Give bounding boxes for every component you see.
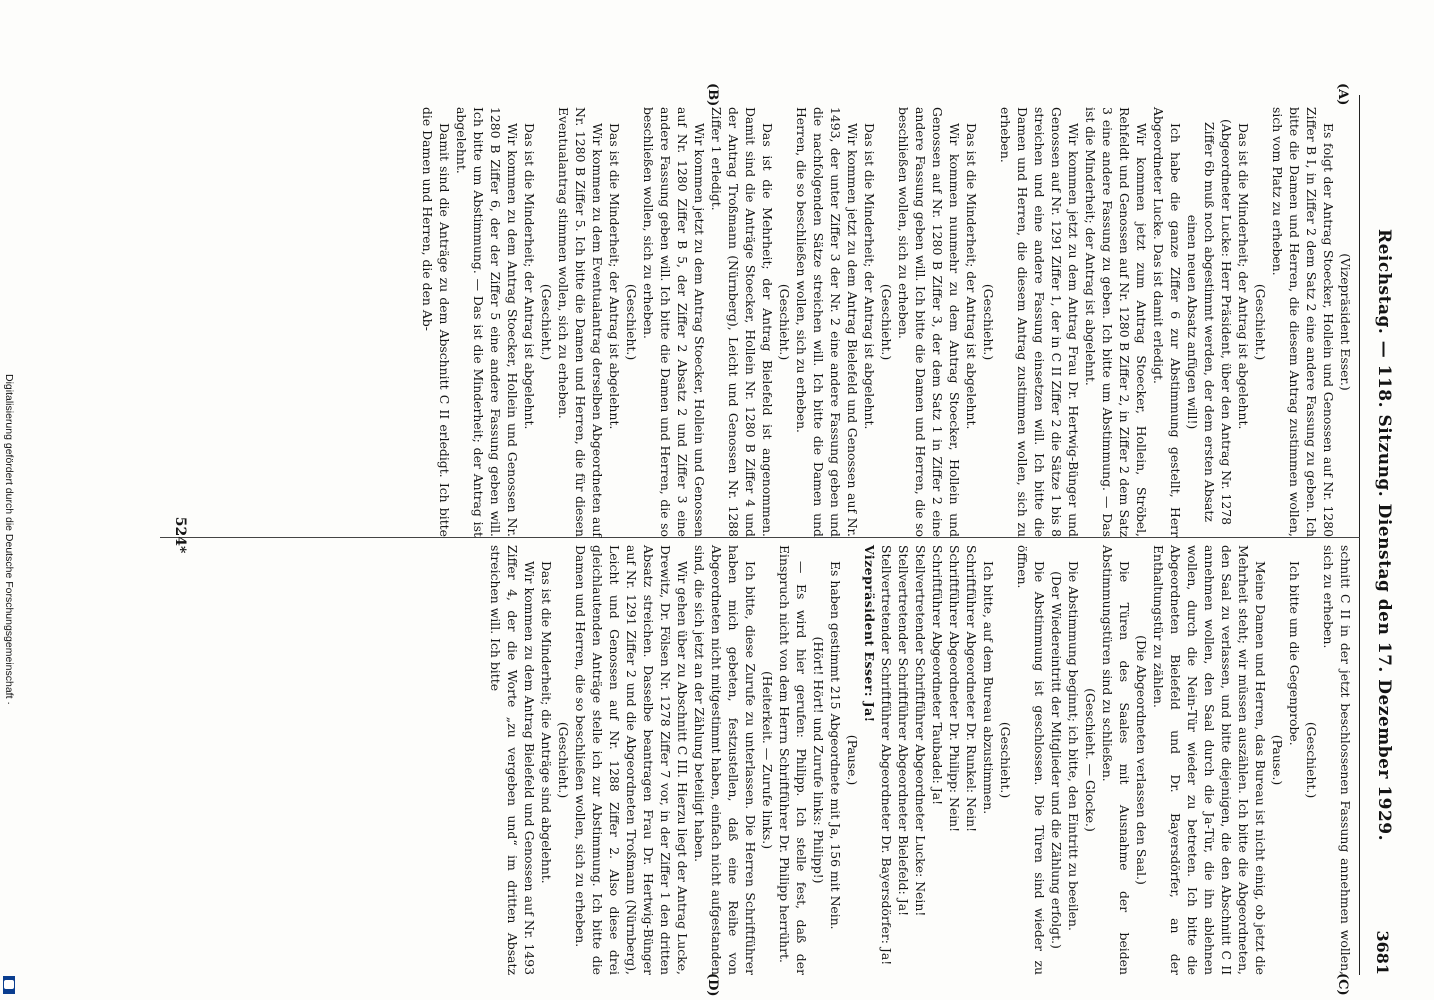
paragraph: Das ist die Minderheit; die Anträge sind abgelehnt.: [539, 561, 554, 884]
vote-line: Stellvertretender Schriftführer Abgeordneter Dr. Bayersdörfer: Ja!: [879, 545, 894, 966]
paragraph: Das ist die Mehrheit; der Antrag Bielefeld ist angenommen. Damit sind die Anträge Stoecker, Hollein Nr. 1280 B Ziffer 4 und der Antrag Troßmann (Nürnberg), Leicht und Genossen Nr. 1288 Ziffer 1 erledigt.: [709, 107, 775, 537]
paragraph: — Es wird hier gerufen: Philipp. Ich stelle fest, daß der Einspruch nicht von dem Herrn Schriftführer Dr. Philipp herrührt.: [777, 545, 809, 975]
dfg-credit-text: Digitalisierung gefördert durch die Deutsche Forschungsgemeinschaft ·: [3, 374, 15, 705]
paragraph: Meine Damen und Herren, das Bureau ist nicht einig, ob jetzt die Mehrheit steht; wir müssen auszählen. Ich bitte die Abgeordneten, den Saal zu verlassen, und bitte diejenigen, die den Abschnitt C II annehmen wollen, den Saal durch die Ja-Tür, die ihn ablehnen wollen, durch die Nein-Tür wieder zu betreten. Ich bitte die Abgeordneten Bielefeld und Dr. Bayersdörfer, an der Enthaltungstür zu zählen.: [1151, 545, 1268, 975]
paragraph: Wir kommen zu dem Eventualantrag derselben Abgeordneten auf Nr. 1280 B Ziffer 5. Ich bitte die Damen und Herren, die für diesen Eventualantrag stimmen wollen, sich zu erheben.: [556, 107, 605, 537]
paragraph: Ich bitte, diese Zurufe zu unterlassen. Die Herren Schriftführer haben mich gebeten, festzustellen, daß eine Reihe von Abgeordneten nicht mitgestimmt haben, einfach nicht aufgestanden sind, die sich jetzt an der Zählung beteiligt haben.: [692, 545, 758, 975]
paragraph: Wir kommen jetzt zu dem Antrag Frau Dr. Hertwig-Bünger und Genossen auf Nr. 1291 Ziffer 1, der in C II Ziffer 2 die Sätze 1 bis 8 streichen und eine andere Fassung einsetzen will. Ich bitte die Damen und Herren, die diesem Antrag zustimmen wollen, sich zu erheben.: [998, 107, 1081, 537]
paragraph: Das ist die Minderheit; der Antrag ist abgelehnt.: [964, 123, 979, 430]
paragraph: (Pause.): [845, 734, 860, 786]
margin-mark-b: (B): [705, 83, 720, 107]
paragraph: Das ist die Minderheit; der Antrag ist abgelehnt.: [862, 123, 877, 430]
paragraph: (Geschieht.): [981, 283, 996, 361]
paragraph: (Die Abgeordneten verlassen den Saal.): [1134, 635, 1149, 885]
margin-mark-a: (A): [1335, 83, 1350, 106]
paragraph: Das ist die Minderheit; der Antrag ist abgelehnt.: [607, 123, 622, 430]
paragraph: Wir kommen nunmehr zu dem Antrag Stoecker, Hollein und Genossen auf Nr. 1280 B Ziffer 3, der dem Satz 1 in Ziffer 2 eine andere Fassung geben will. Ich bitte die Damen und Herren, die so beschließen wollen, sich zu erheben.: [896, 107, 962, 537]
column-separator: [160, 537, 1360, 538]
paragraph: Das ist die Minderheit; der Antrag ist abgelehnt.: [522, 123, 537, 430]
margin-mark-d: (D): [705, 973, 720, 997]
paragraph: Damit sind die Anträge zu dem Abschnitt C II erledigt. Ich bitte die Damen und Herren, die den Ab-: [420, 107, 452, 537]
right-column: [487, 545, 1354, 975]
paragraph: (Pause.): [1270, 734, 1285, 786]
vote-line: Stellvertretender Schriftführer Abgeordneter Bielefeld: Ja!: [896, 545, 911, 917]
paragraph: (Geschieht.): [1253, 283, 1268, 361]
vote-line: Stellvertretender Schriftführer Abgeordneter Lucke: Nein!: [913, 545, 928, 917]
dfg-credit: [2, 374, 16, 994]
paragraph: (Geschieht.): [777, 283, 792, 361]
paragraph: Ich habe die ganze Ziffer 6 zur Abstimmung gestellt, Herr Abgeordneter Lucke. Das ist damit erledigt.: [1151, 107, 1183, 537]
paragraph: (Geschieht.): [556, 721, 571, 799]
running-title: Reichstag. — 118. Sitzung. Dienstag den 17. Dezember 1929.: [1374, 228, 1394, 842]
paragraph: Wir kommen zu dem Antrag Bielefeld und Genossen auf Nr. 1493 Ziffer 4, der die Worte „zu vergeben und“ im dritten Absatz streichen will. Ich bitte: [488, 545, 537, 975]
paragraph: Wir gehen über zu Abschnitt C III. Hierzu liegt der Antrag Lucke, Drewitz, Dr. Fölsen Nr. 1278 Ziffer 7 vor, in der Ziffer 1 den dritten Absatz streichen. Dasselbe beantragen Frau Dr. Hertwig-Bünger auf Nr. 1291 Ziffer 2 und die Abgeordneten Troßmann (Nürnberg), Leicht und Genossen auf Nr. 1288 Ziffer 2. Also diese drei gleichlautenden Anträge stelle ich zur Abstimmung. Ich bitte die Damen und Herren, die so beschließen wollen, sich zu erheben.: [573, 545, 690, 975]
paragraph: (Geschieht.): [879, 283, 894, 361]
vote-line: Schriftführer Abgeordneter Dr. Philipp: Nein!: [947, 545, 962, 833]
rotated-document-page: [120, 83, 1400, 997]
paragraph: schnitt C II in der jetzt beschlossenen Fassung annehmen wollen, sich zu erheben.: [1321, 545, 1353, 975]
vote-line: Schriftführer Abgeordneter Dr. Runkel: Nein!: [964, 545, 979, 833]
paragraph: Ich bitte, auf dem Bureau abzustimmen.: [981, 561, 996, 815]
paragraph: Wir kommen jetzt zum Antrag Stoecker, Hollein, Ströbel, Rehfeldt und Genossen auf Nr. 1280 B Ziffer 2, in Ziffer 2 dem Satz 3 eine andere Fassung zu geben. Ich bitte um Abstimmung. — Das ist die Minderheit; der Antrag ist abgelehnt.: [1083, 107, 1149, 537]
margin-mark-c: (C): [1335, 973, 1350, 996]
left-column: [419, 107, 1354, 537]
vote-line: Schriftführer Abgeordneter Taubadel: Ja!: [930, 545, 945, 806]
page-number: 3681: [1373, 930, 1392, 975]
paragraph: Die Abstimmung beginnt; ich bitte, den Eintritt zu beeilen.: [1066, 561, 1081, 931]
page-header: [1366, 85, 1400, 985]
paragraph: (Der Wiedereintritt der Mitglieder und die Zählung erfolgt.): [1049, 571, 1064, 949]
paragraph: (Geschieht.): [1304, 721, 1319, 799]
paragraph: (Geschieht.): [624, 283, 639, 361]
paragraph: (Hört! Hört! und Zurufe links: Philipp!): [811, 636, 826, 884]
paragraph: (Geschieht.): [539, 283, 554, 361]
paragraph: Ich bitte um die Gegenprobe.: [1287, 561, 1302, 746]
paragraph: Die Türen des Saales mit Ausnahme der beiden Abstimmungstüren sind zu schließen.: [1100, 545, 1132, 975]
paragraph: Die Abstimmung ist geschlossen. Die Türen sind wieder zu öffnen.: [1015, 545, 1047, 975]
paragraph: (Vizepräsident Esser.): [1338, 253, 1353, 391]
vote-line: Vizepräsident Esser: Ja!: [862, 545, 877, 723]
paragraph: Das ist die Minderheit; der Antrag ist abgelehnt.: [1236, 123, 1251, 430]
paragraph: Es haben gestimmt 215 Abgeordnete mit Ja, 156 mit Nein.: [828, 561, 843, 930]
signature-mark: 524*: [172, 516, 188, 554]
dfg-logo-icon: [3, 976, 15, 994]
paragraph: (Geschieht.): [998, 721, 1013, 799]
paragraph: Wir kommen jetzt zu dem Antrag Stoecker, Hollein und Genossen auf Nr. 1280 Ziffer B 5, der Ziffer 2 Absatz 2 und Ziffer 3 eine andere Fassung geben will. Ich bitte die Damen und Herren, die so beschließen wollen, sich zu erheben.: [641, 107, 707, 537]
paragraph: (Heiterkeit. — Zurufe links.): [760, 670, 775, 850]
paragraph: (Abgeordneter Lucke: Herr Präsident, über den Antrag Nr. 1278 Ziffer 6b muß noch abgestimmt werden, der dem ersten Absatz einen neuen Absatz anfügen will!): [1185, 118, 1234, 526]
paragraph: Wir kommen zu dem Antrag Stoecker, Hollein und Genossen Nr. 1280 B Ziffer 6, der der Ziffer 5 eine andere Fassung geben will. Ich bitte um Abstimmung. — Das ist die Minderheit; der Antrag ist abgelehnt.: [454, 107, 520, 537]
header-rule: [1359, 95, 1360, 975]
paragraph: (Geschieht. — Glocke.): [1083, 688, 1098, 832]
paragraph: Wir kommen jetzt zu dem Antrag Bielefeld und Genossen auf Nr. 1493, der unter Ziffer 3 der Nr. 2 eine andere Fassung geben und die nachfolgenden Sätze streichen will. Ich bitte die Damen und Herren, die so beschließen wollen, sich zu erheben.: [794, 107, 860, 537]
paragraph: Es folgt der Antrag Stoecker, Hollein und Genossen auf Nr. 1280 Ziffer B I, in Ziffer 2 dem Satz 2 eine andere Fassung zu geben. Ich bitte die Damen und Herren, die diesem Antrag zustimmen wollen, sich vom Platz zu erheben.: [1270, 107, 1336, 537]
